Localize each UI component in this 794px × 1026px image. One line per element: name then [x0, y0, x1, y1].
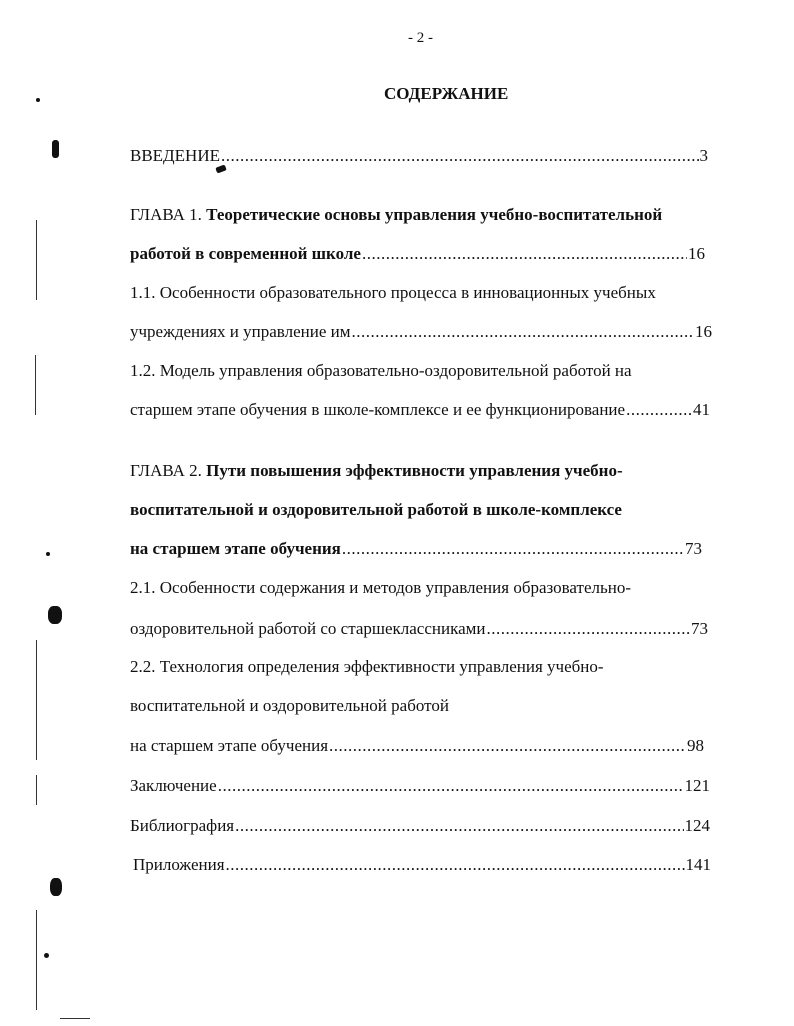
page-title: СОДЕРЖАНИЕ — [384, 84, 509, 103]
scan-edge — [60, 1018, 90, 1019]
toc-entry-label: работой в современной школе — [130, 244, 361, 263]
toc-entry-label: оздоровительной работой со старшеклассниками — [130, 619, 486, 638]
scan-edge — [36, 220, 37, 300]
toc-leader — [218, 776, 684, 796]
toc-entry-label: учреждениях и управление им — [130, 322, 351, 341]
scan-edge — [36, 910, 37, 1010]
toc-page-number: 73 — [691, 619, 708, 638]
scan-edge — [35, 355, 36, 415]
toc-leader — [351, 322, 694, 342]
toc-entry-label: ВВЕДЕНИЕ — [130, 146, 220, 165]
chapter-prefix: ГЛАВА 2. — [130, 461, 202, 480]
toc-page-number: 98 — [687, 736, 704, 755]
toc-section-2-2-line1: 2.2. Технология определения эффективности управления учебно- — [130, 657, 604, 676]
toc-page-number: 16 — [695, 322, 712, 341]
toc-page-number: 3 — [699, 146, 708, 165]
toc-leader — [626, 400, 692, 420]
toc-entry-bibliography — [130, 816, 710, 836]
toc-page-number: 41 — [693, 400, 710, 419]
scan-speck — [44, 953, 49, 958]
toc-entry-label: Заключение — [130, 776, 217, 795]
toc-page-number: 121 — [684, 776, 710, 795]
toc-chapter-2-line1 — [130, 461, 623, 481]
toc-leader — [362, 244, 687, 264]
toc-entry-conclusion — [130, 776, 710, 796]
toc-leader — [226, 855, 685, 875]
toc-section-2-1-line1: 2.1. Особенности содержания и методов управления образовательно- — [130, 578, 632, 597]
toc-chapter-1-line1 — [130, 205, 662, 225]
toc-section-2-2-line2: воспитательной и оздоровительной работой — [130, 696, 449, 715]
toc-entry-label: Библиография — [130, 816, 235, 835]
scan-edge — [36, 775, 37, 805]
toc-entry-chapter-1 — [130, 244, 705, 264]
page-number: - 2 - — [408, 30, 433, 46]
chapter-prefix: ГЛАВА 1. — [130, 205, 202, 224]
toc-entry-label: Приложения — [133, 855, 225, 874]
toc-entry-intro — [130, 146, 708, 166]
toc-leader — [221, 146, 699, 166]
toc-entry-section-1-2 — [130, 400, 710, 420]
toc-section-1-2-line1: 1.2. Модель управления образовательно-оздоровительной работой на — [130, 361, 632, 380]
scan-speck — [36, 98, 40, 102]
toc-page-number: 141 — [685, 855, 711, 874]
toc-entry-section-2-2 — [130, 736, 704, 756]
scan-speck — [50, 878, 62, 896]
toc-entry-label: на старшем этапе обучения — [130, 736, 329, 755]
toc-entry-label: старшем этапе обучения в школе-комплексе и ее функционирование — [130, 400, 626, 419]
scan-speck — [52, 140, 59, 158]
toc-entry-appendices — [133, 855, 711, 875]
scan-speck — [48, 606, 62, 624]
toc-leader — [329, 736, 686, 756]
toc-chapter-2-line2: воспитательной и оздоровительной работой в школе-комплексе — [130, 500, 622, 519]
scan-speck — [46, 552, 50, 556]
toc-entry-section-2-1 — [130, 619, 708, 639]
toc-entry-label: на старшем этапе обучения — [130, 539, 341, 558]
toc-leader — [235, 816, 683, 836]
toc-page-number: 16 — [688, 244, 705, 263]
scan-edge — [36, 640, 37, 760]
chapter-title: Пути повышения эффективности управления учебно- — [206, 461, 623, 480]
toc-entry-section-1-1 — [130, 322, 712, 342]
toc-entry-chapter-2 — [130, 539, 702, 559]
toc-page-number: 124 — [684, 816, 710, 835]
toc-leader — [342, 539, 684, 559]
chapter-title: Теоретические основы управления учебно-воспитательной — [206, 205, 663, 224]
toc-leader — [487, 619, 691, 639]
toc-section-1-1-line1: 1.1. Особенности образовательного процесса в инновационных учебных — [130, 283, 656, 302]
toc-page-number: 73 — [685, 539, 702, 558]
